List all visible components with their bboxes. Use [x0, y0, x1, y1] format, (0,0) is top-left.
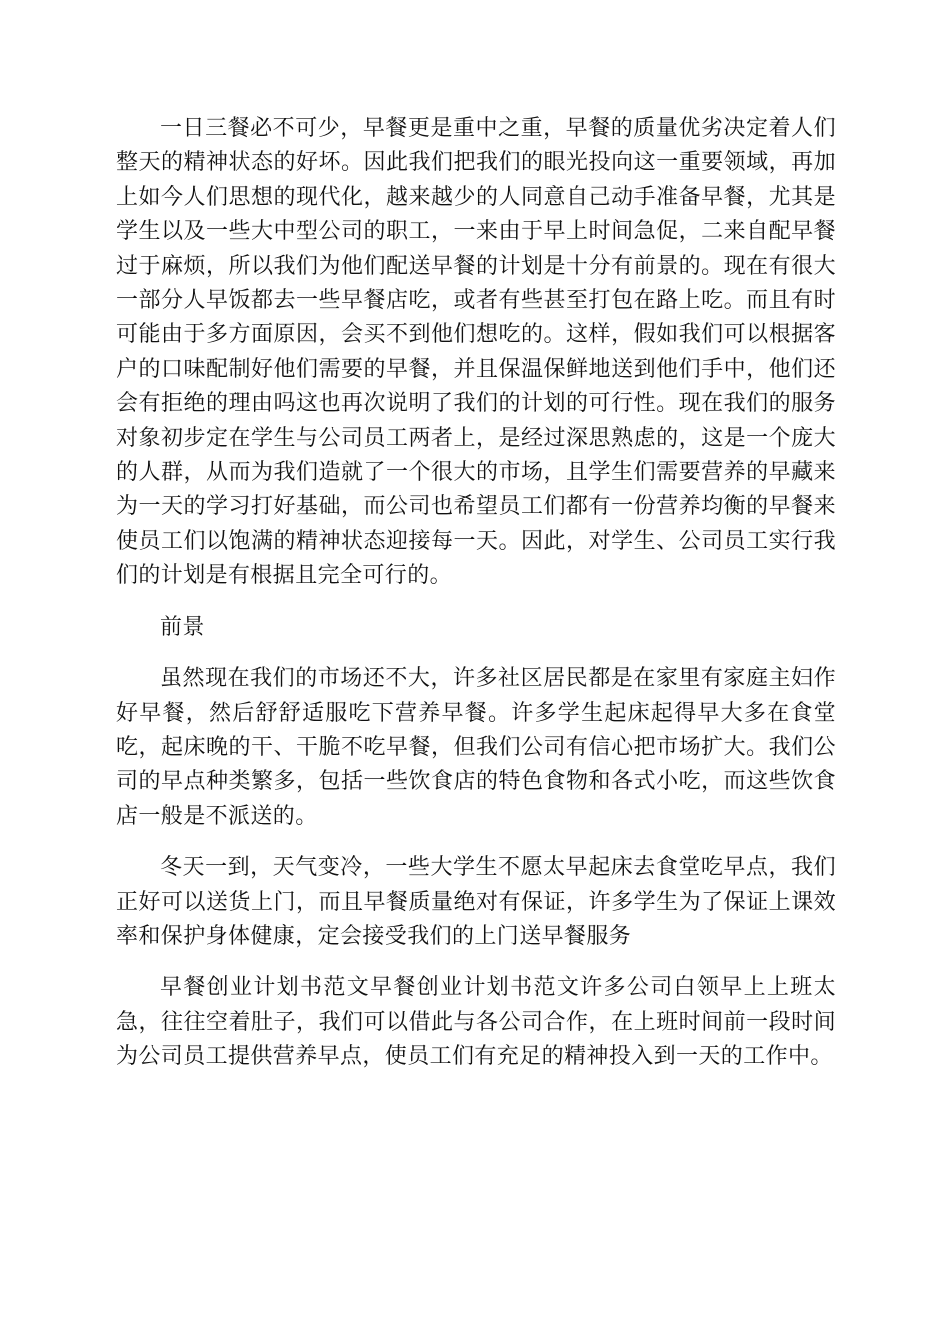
paragraph-office-workers: 早餐创业计划书范文早餐创业计划书范文许多公司白领早上上班太急，往往空着肚子，我们可以借此与各公司合作，在上班时间前一段时间为公司员工提供营养早点，使员工们有充足的精神投入到一天的工作中。	[116, 975, 836, 1070]
section-heading-prospects: 前景	[160, 614, 205, 640]
paragraph-market: 虽然现在我们的市场还不大，许多社区居民都是在家里有家庭主妇作好早餐，然后舒舒适服吃下营养早餐。许多学生起床起得早大多在食堂吃，起床晚的干、干脆不吃早餐，但我们公司有信心把市场扩大。我们公司的早点种类繁多，包括一些饮食店的特色食物和各式小吃，而这些饮食店一般是不派送的。	[116, 666, 836, 829]
paragraph-winter: 冬天一到，天气变冷，一些大学生不愿太早起床去食堂吃早点，我们正好可以送货上门，而且早餐质量绝对有保证，许多学生为了保证上课效率和保护身体健康，定会接受我们的上门送早餐服务	[116, 855, 836, 949]
document-body	[116, 112, 836, 1092]
paragraph-intro: 一日三餐必不可少，早餐更是重中之重，早餐的质量优劣决定着人们整天的精神状态的好坏。因此我们把我们的眼光投向这一重要领域，再加上如今人们思想的现代化，越来越少的人同意自己动手准备早餐，尤其是学生以及一些大中型公司的职工，一来由于早上时间急促，二来自配早餐过于麻烦，所以我们为他们配送早餐的计划是十分有前景的。现在有很大一部分人早饭都去一些早餐店吃，或者有些甚至打包在路上吃。而且有时可能由于多方面原因，会买不到他们想吃的。这样，假如我们可以根据客户的口味配制好他们需要的早餐，并且保温保鲜地送到他们手中，他们还会有拒绝的理由吗这也再次说明了我们的计划的可行性。现在我们的服务对象初步定在学生与公司员工两者上，是经过深思熟虑的，这是一个庞大的人群，从而为我们造就了一个很大的市场，且学生们需要营养的早藏来为一天的学习打好基础，而公司也希望员工们都有一份营养均衡的早餐来使员工们以饱满的精神状态迎接每一天。因此，对学生、公司员工实行我们的计划是有根据且完全可行的。	[116, 116, 836, 589]
